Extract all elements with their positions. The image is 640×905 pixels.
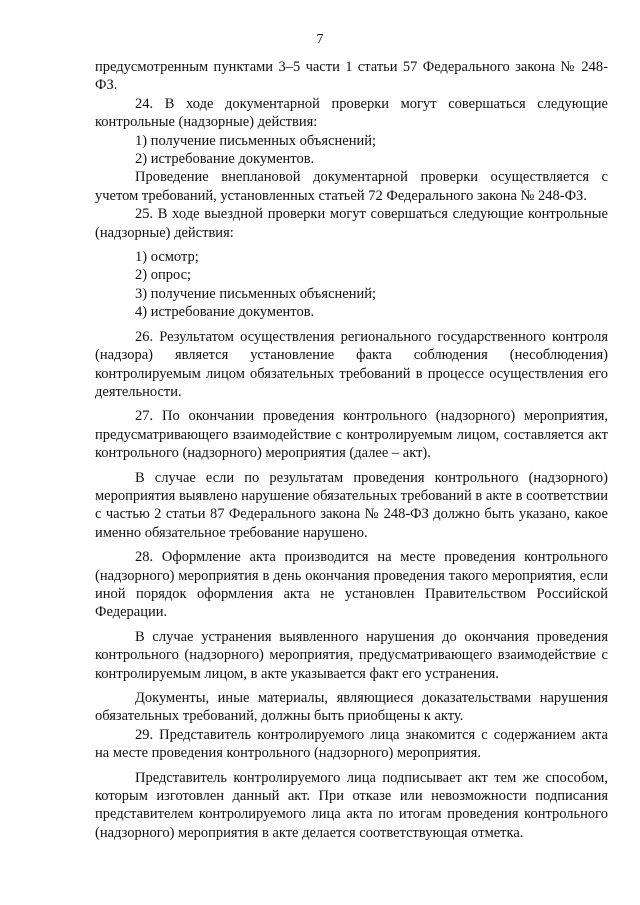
- paragraph-item-24: 24. В ходе документарной проверки могут совершаться следующие контрольные (надзорные) действия:: [95, 95, 608, 131]
- list-item: 3) получение письменных объяснений;: [135, 285, 377, 302]
- paragraph: Документы, иные материалы, являющиеся доказательствами нарушения обязательных требований, должны быть приобщены к акту.: [95, 690, 608, 725]
- list-item: 4) истребование документов.: [135, 304, 315, 321]
- paragraph: предусмотренным пунктами 3–5 части 1 статьи 57 Федерального закона № 248-ФЗ.: [95, 59, 608, 94]
- page-number: 7: [316, 32, 324, 47]
- paragraph-item-29: 29. Представитель контролируемого лица знакомится с содержанием акта на месте проведения контрольного (надзорного) мероприятия.: [95, 726, 608, 762]
- list-item: 1) осмотр;: [135, 249, 199, 266]
- list-item: 2) истребование документов.: [135, 151, 315, 168]
- paragraph-item-27: 27. По окончании проведения контрольного (надзорного) мероприятия, предусматривающего взаимодействие с контролируемым лицом, составляется акт контрольного (надзорного) мероприятия (далее – акт).: [95, 408, 608, 462]
- paragraph: Проведение внеплановой документарной проверки осуществляется с учетом требований, установленных статьей 72 Федерального закона № 248-ФЗ.: [95, 169, 608, 204]
- paragraph-item-26: 26. Результатом осуществления регионального государственного контроля (надзора) является установление факта соблюдения (несоблюдения) контролируемым лицом обязательных требований в процессе осуществления его деятельности.: [95, 328, 608, 400]
- list-item: 2) опрос;: [135, 267, 192, 284]
- paragraph: В случае если по результатам проведения контрольного (надзорного) мероприятия выявлено нарушение обязательных требований в акте в соответствии с частью 2 статьи 87 Федерального закона № 248-ФЗ должно быть указано, какое именно обязательное требование нарушено.: [95, 469, 608, 541]
- paragraph: В случае устранения выявленного нарушения до окончания проведения контрольного (надзорного) мероприятия, предусматривающего взаимодействие с контролируемым лицом, в акте указывается факт его устранения.: [95, 628, 608, 682]
- paragraph-item-25: 25. В ходе выездной проверки могут совершаться следующие контрольные (надзорные) действия:: [95, 206, 608, 241]
- document-body: [95, 58, 608, 842]
- paragraph: Представитель контролируемого лица подписывает акт тем же способом, которым изготовлен данный акт. При отказе или невозможности подписания представителем контролируемого лица акта по итогам проведения контрольного (надзорного) мероприятия в акте делается соответствующая отметка.: [95, 769, 608, 841]
- list-item: 1) получение письменных объяснений;: [135, 132, 377, 149]
- paragraph-item-28: 28. Оформление акта производится на месте проведения контрольного (надзорного) мероприятия в день окончания проведения такого мероприятия, если иной порядок оформления акта не установлен Правительством Российской Федерации.: [95, 549, 608, 621]
